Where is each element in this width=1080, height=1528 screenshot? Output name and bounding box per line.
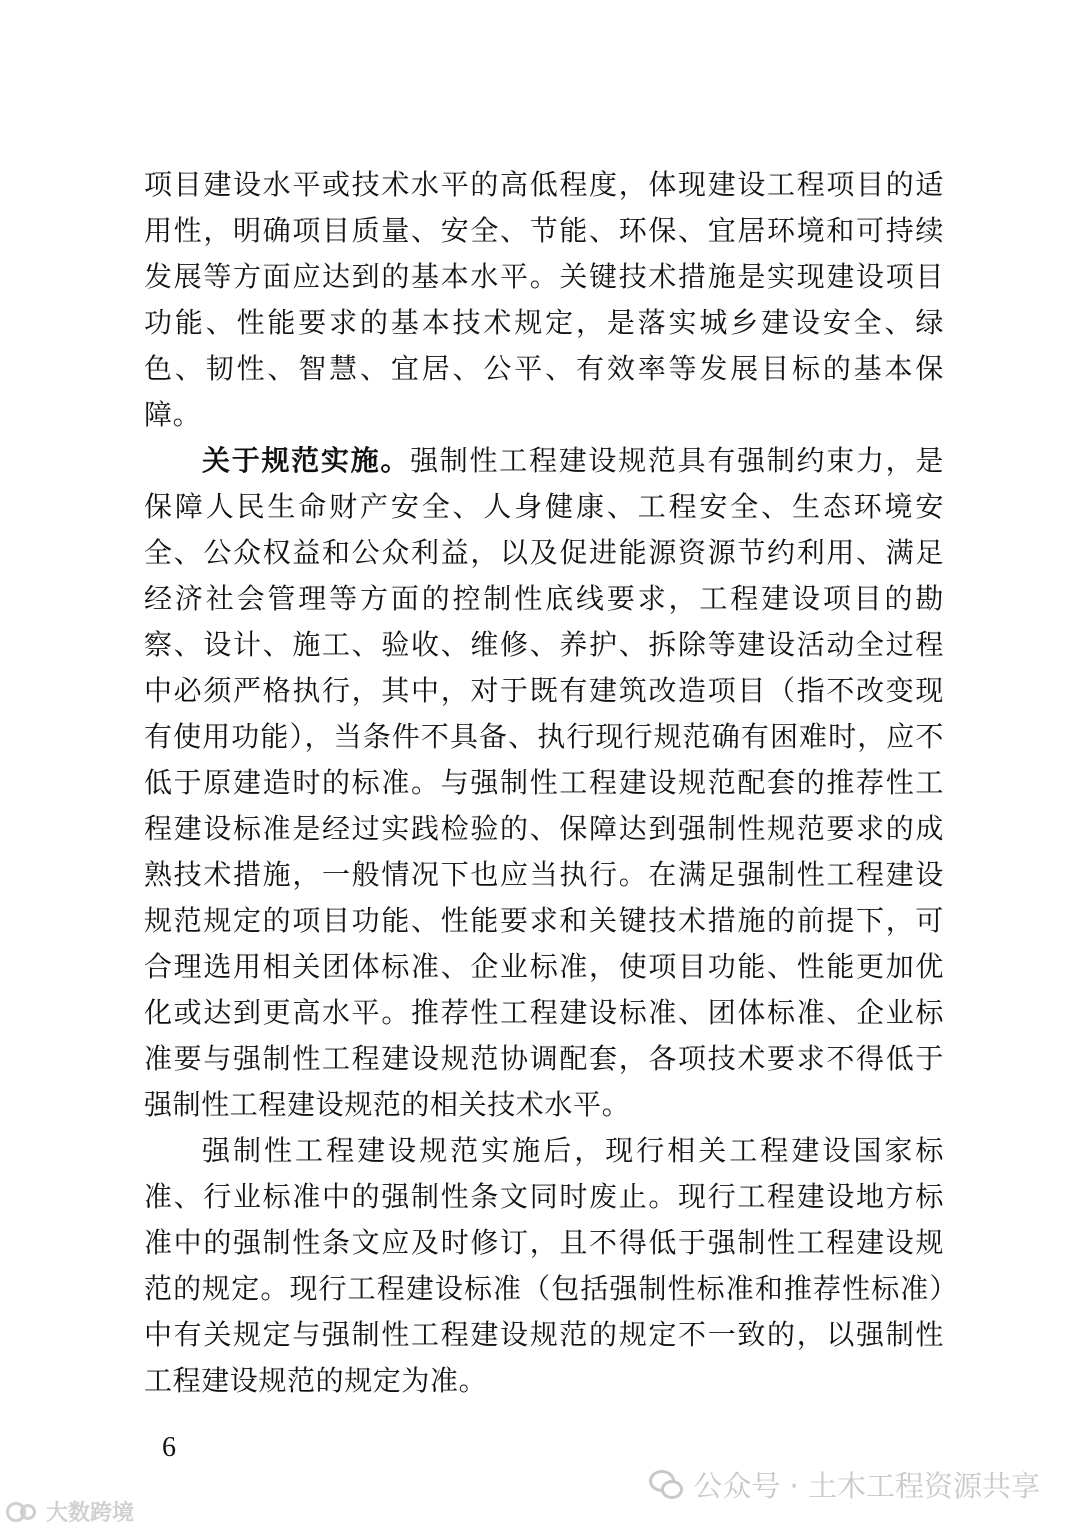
paragraph-1 [144,162,944,438]
body-text [144,162,944,1404]
page-number: 6 [162,1432,176,1463]
paragraph-3-text: 强制性工程建设规范实施后，现行相关工程建设国家标准、行业标准中的强制性条文同时废止。现行工程建设地方标准中的强制性条文应及时修订，且不得低于强制性工程建设规范的规定。现行工程建设标准（包括强制性标准和推荐性标准）中有关规定与强制性工程建设规范的规定不一致的，以强制性工程建设规范的规定为准。 [144,1134,944,1397]
paragraph-3 [144,1128,944,1404]
paragraph-2-heading: 关于规范实施。 [202,444,411,477]
wechat-watermark [649,1464,1040,1505]
brand-logo-icon [6,1500,42,1524]
brand-watermark [6,1496,134,1527]
paragraph-2 [144,438,944,1128]
paragraph-2-text: 强制性工程建设规范具有强制约束力，是保障人民生命财产安全、人身健康、工程安全、生态环境安全、公众权益和公众利益，以及促进能源资源节约利用、满足经济社会管理等方面的控制性底线要求，工程建设项目的勘察、设计、施工、验收、维修、养护、拆除等建设活动全过程中必须严格执行，其中，对于既有建筑改造项目（指不改变现有使用功能），当条件不具备、执行现行规范确有困难时，应不低于原建造时的标准。与强制性工程建设规范配套的推荐性工程建设标准是经过实践检验的、保障达到强制性规范要求的成熟技术措施，一般情况下也应当执行。在满足强制性工程建设规范规定的项目功能、性能要求和关键技术措施的前提下，可合理选用相关团体标准、企业标准，使项目功能、性能更加优化或达到更高水平。推荐性工程建设标准、团体标准、企业标准要与强制性工程建设规范协调配套，各项技术要求不得低于强制性工程建设规范的相关技术水平。 [144,444,944,1121]
wechat-icon [649,1470,683,1500]
brand-watermark-text: 大数跨境 [46,1501,135,1526]
wechat-watermark-text: 公众号 · 土木工程资源共享 [693,1469,1040,1503]
paragraph-1-text: 项目建设水平或技术水平的高低程度，体现建设工程项目的适用性，明确项目质量、安全、节能、环保、宜居环境和可持续发展等方面应达到的基本水平。关键技术措施是实现建设项目功能、性能要求的基本技术规定，是落实城乡建设安全、绿色、韧性、智慧、宜居、公平、有效率等发展目标的基本保障。 [144,168,944,431]
